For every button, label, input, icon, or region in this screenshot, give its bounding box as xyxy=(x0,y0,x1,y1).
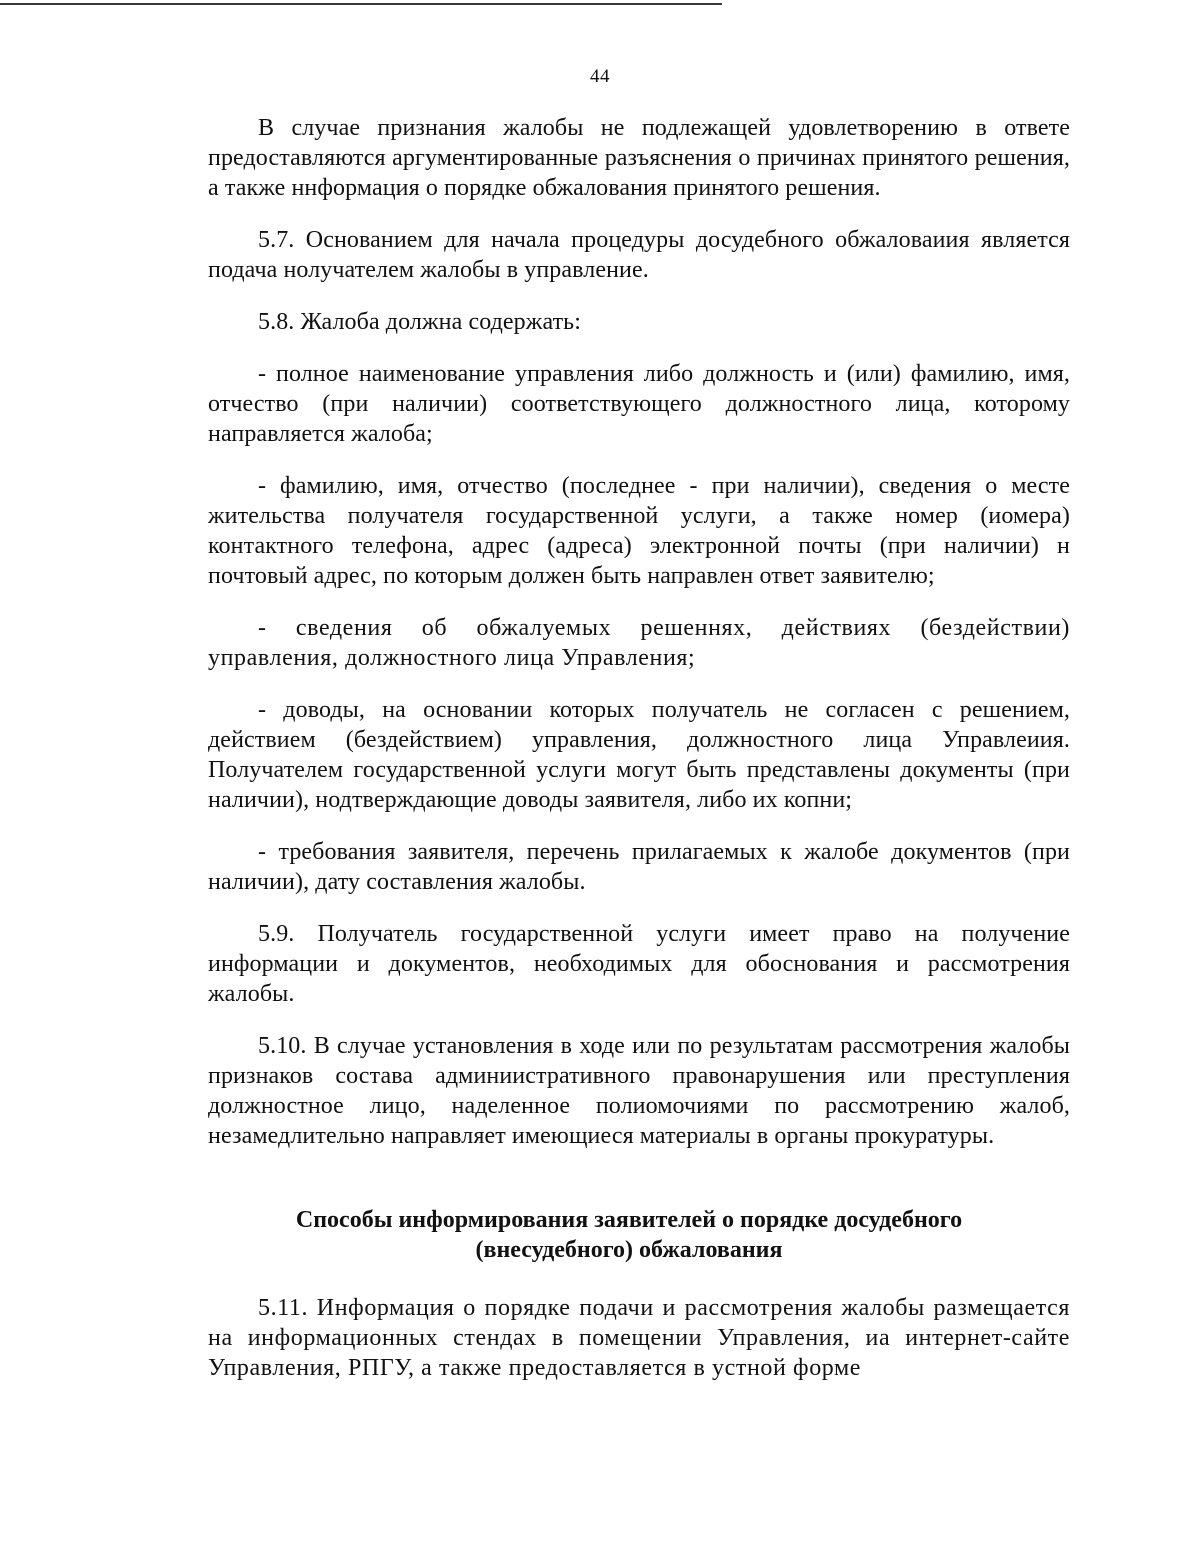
list-item-authority-name: - полное наименование управления либо должность и (или) фамилию, имя, отчество (при наличии) соответствующего должностного лица, которому направляется жалоба; xyxy=(208,361,1070,447)
section-heading-line-1: Способы информирования заявителей о порядке досудебного xyxy=(295,1207,963,1233)
list-item-arguments: - доводы, на основании которых получатель не согласен с решением, действием (бездействием) управления, должностного лица Управлеиия. Получателем государственной услуги могут быть представлены документы (при наличии), нодтверждающие доводы заявителя, либо их копни; xyxy=(208,697,1070,813)
section-heading xyxy=(208,1205,1070,1265)
paragraph-5-11: 5.11. Информация о порядке подачи и рассмотрения жалобы размещается на информационных стендах в помещении Управления, иа интернет-сайте Управления, РПГУ, а также предоставляется в устной форме xyxy=(208,1295,1070,1381)
scan-edge-line xyxy=(0,3,722,5)
section-heading-line-2: (внесудебного) обжалования xyxy=(475,1237,783,1263)
page-number: 44 xyxy=(590,66,610,87)
list-item-appealed-decisions: - сведения об обжалуемых решеннях, действиях (бездействии) управления, должностного лица Управления; xyxy=(208,615,1070,671)
document-body xyxy=(208,113,1070,1383)
paragraph-5-9: 5.9. Получатель государственной услуги имеет право на получение информации и документов, необходимых для обоснования и рассмотрения жалобы. xyxy=(208,921,1070,1007)
paragraph-5-7: 5.7. Основанием для начала процедуры досудебного обжаловаиия является подача нолучателем жалобы в управление. xyxy=(208,227,1070,283)
list-item-applicant-details: - фамилию, имя, отчество (последнее - при наличии), сведения о месте жительства получателя государственной услуги, а также номер (иомера) контактного телефона, адрес (адреса) электронной почты (при наличии) н почтовый адрес, по которым должен быть направлен ответ заявителю; xyxy=(208,473,1070,589)
list-item-requirements: - требования заявителя, перечень прилагаемых к жалобе документов (при наличии), дату составления жалобы. xyxy=(208,839,1070,895)
paragraph-5-8: 5.8. Жалоба должна содержать: xyxy=(258,309,581,335)
paragraph-complaint-rejection: В случае признания жалобы не подлежащей удовлетворению в ответе предоставляются аргументированные разъяснения о причинах принятого решения, а также ннформация о порядке обжалования принятого решения. xyxy=(208,115,1070,201)
paragraph-5-10: 5.10. В случае установления в ходе или по результатам рассмотрения жалобы признаков состава админиистративного правонарушения или преступления должностное лицо, наделенное полиомочиями по рассмотрению жалоб, незамедлительно направляет имеющиеся материалы в органы прокуратуры. xyxy=(208,1033,1070,1149)
